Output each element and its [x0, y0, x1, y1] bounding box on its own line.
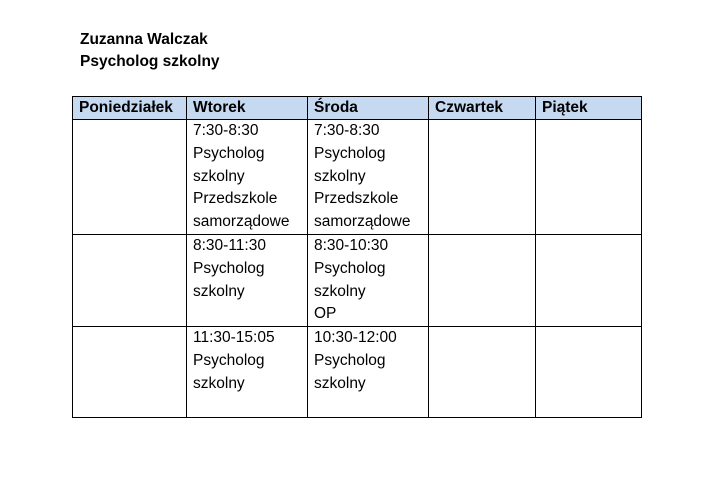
cell-text: Psycholog [314, 144, 386, 162]
col-header-tuesday: Wtorek [187, 97, 308, 120]
col-header-thursday: Czwartek [429, 97, 536, 120]
cell-text: szkolny [193, 167, 245, 185]
cell-text: Psycholog [193, 144, 265, 162]
cell-friday [536, 234, 642, 326]
cell-text: Psycholog [193, 259, 265, 277]
cell-time: 8:30-11:30 [193, 236, 266, 254]
cell-text: Psycholog [314, 351, 386, 369]
col-header-wednesday: Środa [308, 97, 429, 120]
col-header-monday: Poniedziałek [73, 97, 187, 120]
cell-text: szkolny [314, 167, 366, 185]
cell-time: 7:30-8:30 [193, 122, 259, 139]
cell-wednesday [308, 234, 429, 326]
cell-thursday [429, 120, 536, 235]
schedule-table [72, 96, 642, 418]
cell-text: szkolny [193, 374, 245, 392]
col-header-friday: Piątek [536, 97, 642, 120]
table-row [73, 120, 642, 235]
cell-thursday [429, 327, 536, 418]
person-name: Zuzanna Walczak [80, 31, 208, 48]
cell-time: 10:30-12:00 [314, 329, 397, 347]
cell-text: OP [314, 305, 337, 323]
cell-text: Psycholog [193, 351, 265, 369]
cell-tuesday [187, 120, 308, 235]
cell-text: Psycholog [314, 259, 386, 277]
cell-time: 7:30-8:30 [314, 122, 380, 139]
cell-monday [73, 120, 187, 235]
cell-friday [536, 120, 642, 235]
cell-wednesday [308, 327, 429, 418]
table-row [73, 327, 642, 418]
cell-time: 8:30-10:30 [314, 236, 389, 254]
person-role: Psycholog szkolny [80, 53, 220, 70]
header-row [73, 97, 642, 120]
cell-text: Przedszkole [193, 190, 278, 208]
cell-text: Przedszkole [314, 190, 399, 208]
cell-text: samorządowe [193, 213, 290, 231]
cell-wednesday [308, 120, 429, 235]
cell-text: szkolny [314, 282, 366, 300]
cell-text: szkolny [314, 374, 366, 392]
cell-thursday [429, 234, 536, 326]
cell-text: szkolny [193, 282, 245, 300]
cell-monday [73, 327, 187, 418]
table-row [73, 234, 642, 326]
cell-text: samorządowe [314, 213, 411, 231]
cell-tuesday [187, 327, 308, 418]
cell-time: 11:30-15:05 [193, 329, 275, 347]
cell-friday [536, 327, 642, 418]
cell-monday [73, 234, 187, 326]
cell-tuesday [187, 234, 308, 326]
